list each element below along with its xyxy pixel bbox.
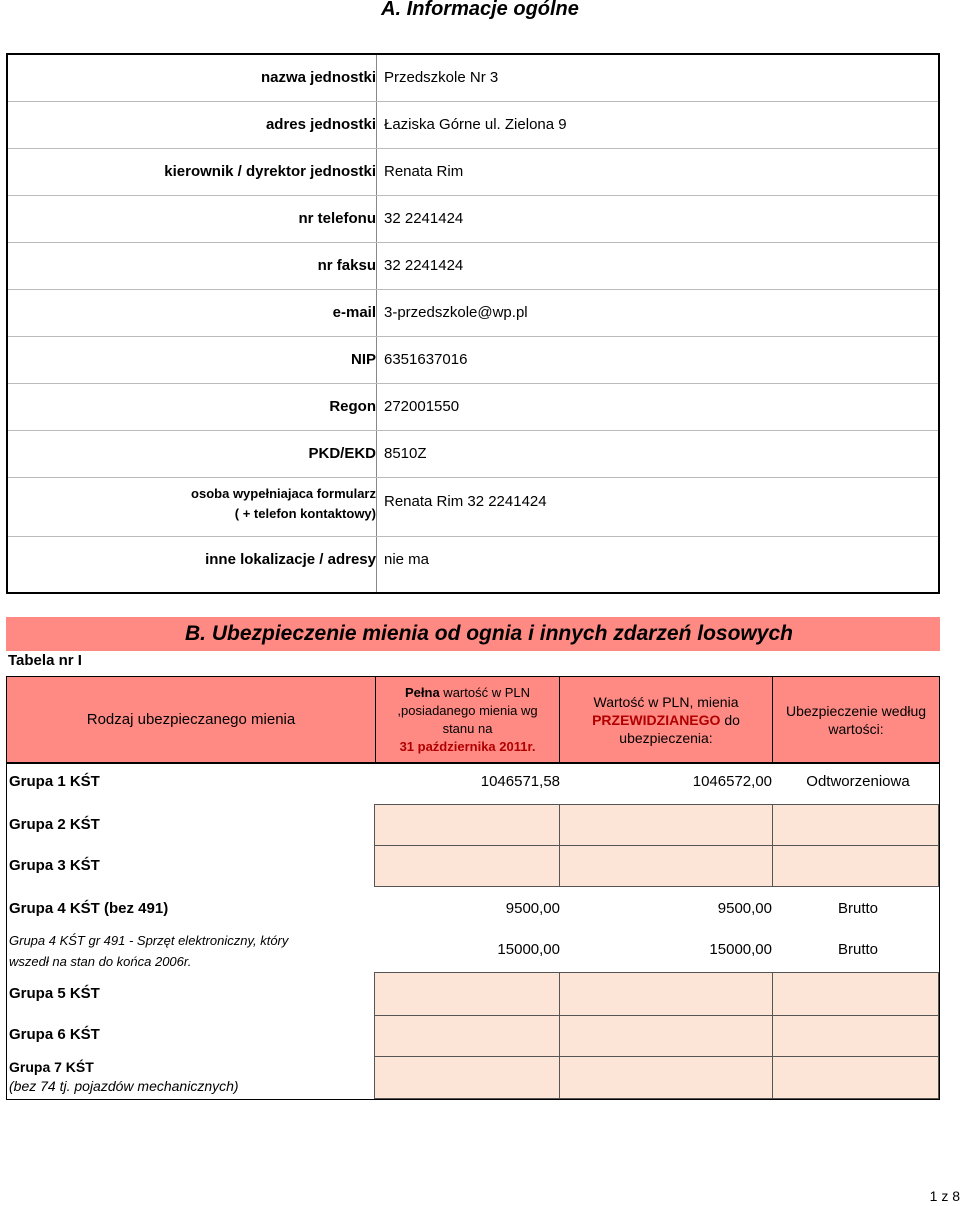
general-info-table: nazwa jednostki Przedszkole Nr 3 adres jednostki Łaziska Górne ul. Zielona 9 kierownik / dyrektor jednostki Renata Rim nr telefonu 32 2241424 nr faksu 32 2241424 e-mail 3-przedszkole@wp.pl NIP 6351637016 Regon 272001550 PKD/EKD 8510Z osoba wypełniajaca formularz ( + telefon kontaktowy) Renata Rim 32 2241424 inne lokalizacje / adresy nie ma — [6, 53, 940, 594]
groups-table: Grupa 1 KŚT 1046571,58 1046572,00 Odtworzeniowa Grupa 2 KŚT Grupa 3 KŚT Grupa 4 KŚT (bez 491) 9500,00 9500,00 Brutto Grupa 4 KŚT gr 491 - Sprzęt elektroniczny, który wszedł na stan do końca 2006r. 15000,00 15000,00 Brutto Grupa 5 KŚT Grupa 6 KŚT Grupa 7 KŚT (bez 74 tj. pojazdów mechanicznych) — [6, 763, 940, 1100]
header-insurance-basis: Ubezpieczenie według wartości: — [785, 702, 927, 737]
page-number: 1 z 8 — [929, 1188, 960, 1204]
header-planned-value: Wartość w PLN, mienia PRZEWIDZIANEGO do ubezpieczenia: — [592, 693, 740, 746]
section-b-title: B. Ubezpieczenie mienia od ognia i innych zdarzeń losowych — [185, 622, 793, 645]
header-full-value: Pełna wartość w PLN ,posiadanego mienia wg stanu na 31 października 2011r. — [397, 684, 538, 754]
section-a-title: A. Informacje ogólne — [381, 0, 579, 20]
table-label: Tabela nr I — [8, 652, 82, 669]
table-header — [6, 676, 940, 763]
header-type: Rodzaj ubezpieczanego mienia — [86, 710, 296, 728]
